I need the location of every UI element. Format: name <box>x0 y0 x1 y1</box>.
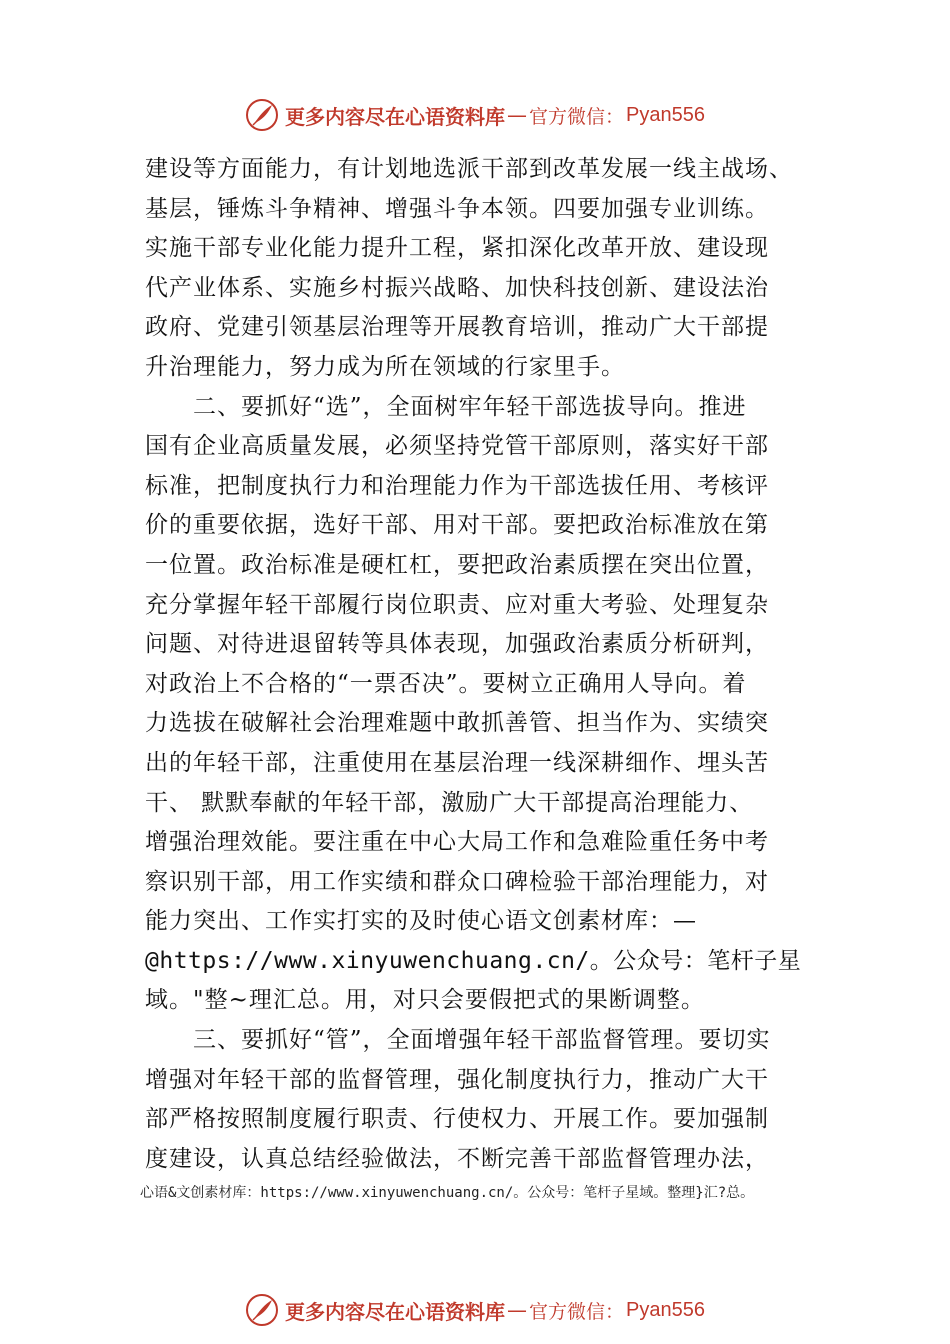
body-line: 升治理能力，努力成为所在领域的行家里手。 <box>145 353 625 380</box>
body-line: 一位置。政治标准是硬杠杠，要把政治素质摆在突出位置， <box>145 551 769 578</box>
body-line: 对政治上不合格的“一票否决”。要树立正确用人导向。着 <box>145 670 747 697</box>
body-line: 充分掌握年轻干部履行岗位职责、应对重大考验、处理复杂 <box>145 591 769 618</box>
banner-official-label: 官方微信： <box>529 1300 625 1323</box>
header-banner <box>0 95 950 135</box>
body-line: 察识别干部，用工作实绩和群众口碑检验干部治理能力，对 <box>145 868 769 895</box>
body-line: 国有企业高质量发展，必须坚持党管干部原则，落实好干部 <box>145 433 769 460</box>
footer-banner <box>0 1290 950 1330</box>
footer-note: 心语&文创素材库：https://www.xinyuwenchuang.cn/。公众号：笔杆子星域。整理}汇?总。 <box>140 1185 755 1201</box>
body-line: 代产业体系、实施乡村振兴战略、加快科技创新、建设法治 <box>145 274 769 301</box>
feather-quill-logo-icon <box>245 98 279 132</box>
body-line-url: @https://www.xinyuwenchuang.cn/。公众号：笔杆子星 <box>145 947 802 974</box>
body-line: 三、要抓好“管”，全面增强年轻干部监督管理。要切实 <box>145 1027 771 1054</box>
body-line: 问题、对待进退留转等具体表现，加强政治素质分析研判， <box>145 631 769 658</box>
body-line: 标准，把制度执行力和治理能力作为干部选拔任用、考核评 <box>145 472 769 499</box>
body-line: 干、 默默奉献的年轻干部，激励广大干部提高治理能力、 <box>145 789 754 816</box>
body-line: 域。"整~理汇总。用，对只会要假把式的果断调整。 <box>145 987 705 1014</box>
body-line: 部严格按照制度履行职责、行使权力、开展工作。要加强制 <box>145 1106 769 1133</box>
body-line: 能力突出、工作实打实的及时使心语文创素材库：— <box>145 908 697 935</box>
body-line: 出的年轻干部，注重使用在基层治理一线深耕细作、埋头苦 <box>145 749 769 776</box>
body-line: 二、要抓好“选”，全面树牢年轻干部选拔导向。推进 <box>145 393 747 420</box>
document-body <box>145 150 825 1179</box>
body-line: 增强对年轻干部的监督管理，强化制度执行力，推动广大干 <box>145 1066 769 1093</box>
banner-dash: — <box>507 103 527 127</box>
body-line: 价的重要依据，选好干部、用对干部。要把政治标准放在第 <box>145 512 769 539</box>
body-line: 实施干部专业化能力提升工程，紧扣深化改革开放、建设现 <box>145 235 769 262</box>
banner-official-label: 官方微信： <box>529 105 625 128</box>
body-line: 建设等方面能力，有计划地选派干部到改革发展一线主战场、 <box>145 156 793 182</box>
body-line: 增强治理效能。要注重在中心大局工作和急难险重任务中考 <box>145 829 769 856</box>
feather-quill-logo-icon <box>245 1293 279 1327</box>
banner-title: 更多内容尽在心语资料库 <box>285 1299 505 1324</box>
body-line: 政府、党建引领基层治理等开展教育培训，推动广大干部提 <box>145 314 769 341</box>
body-line: 力选拔在破解社会治理难题中敢抓善管、担当作为、实绩突 <box>145 710 769 737</box>
body-line: 基层，锤炼斗争精神、增强斗争本领。四要加强专业训练。 <box>145 195 769 222</box>
banner-dash: — <box>507 1298 527 1322</box>
banner-title: 更多内容尽在心语资料库 <box>285 104 505 129</box>
body-line: 度建设，认真总结经验做法，不断完善干部监督管理办法， <box>145 1145 769 1172</box>
banner-wechat-id: Pyan556 <box>626 1298 705 1321</box>
banner-wechat-id: Pyan556 <box>626 103 705 126</box>
